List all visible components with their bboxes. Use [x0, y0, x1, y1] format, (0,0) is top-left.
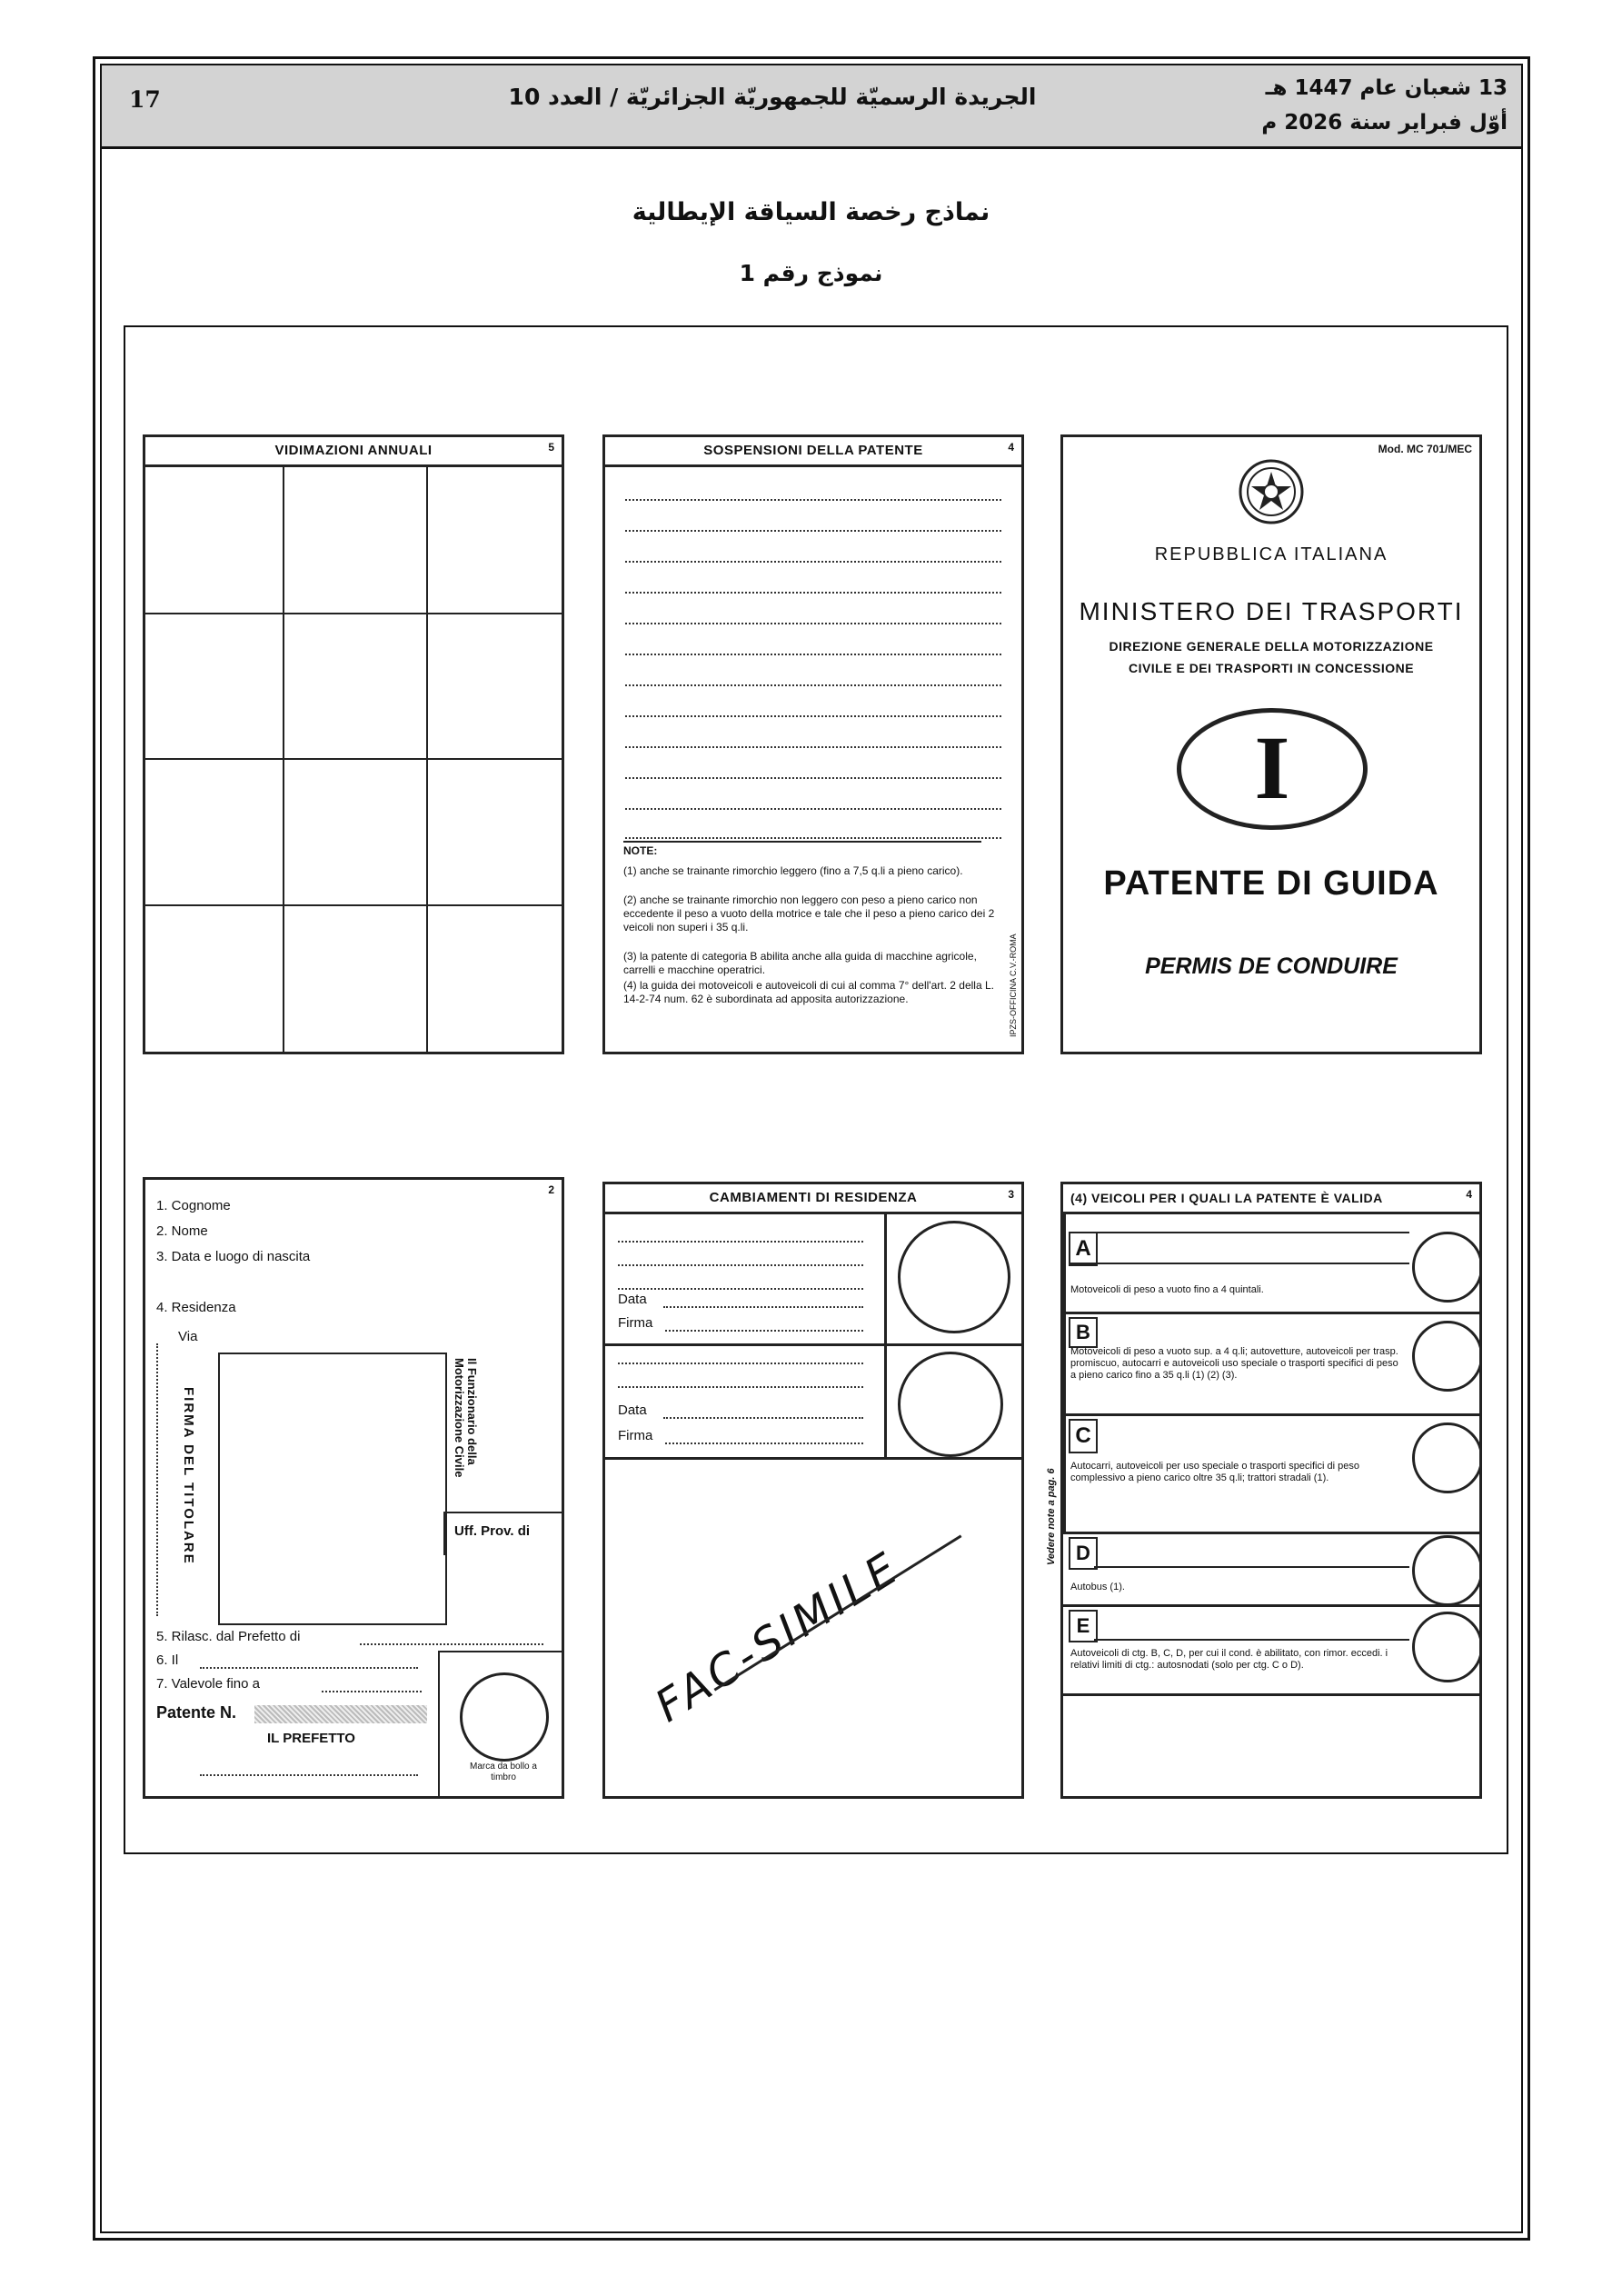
header-dates — [1261, 71, 1508, 140]
note-2: (2) anche se trainante rimorchio non leggero con peso a pieno carico non eccedente il peso a vuoto della motrice e tale che il peso a pieno carico dei 2 veicoli non superi i 35 q.li. — [623, 893, 995, 933]
category-a-circle — [1412, 1232, 1482, 1303]
residenza-1-firma: Firma — [618, 1315, 653, 1331]
license-title-it: PATENTE DI GUIDA — [1103, 864, 1439, 903]
card-vidimazioni-title: VIDIMAZIONI ANNUALI — [145, 437, 562, 467]
note-label: NOTE: — [623, 844, 658, 857]
note-3: (3) la patente di categoria B abilita anche alla guida di macchine agricole, carrelli e macchine operatrici. — [623, 950, 977, 976]
republic-label: REPUBBLICA ITALIANA — [1154, 544, 1388, 564]
field-il: 6. Il — [156, 1652, 179, 1668]
office-label: Uff. Prov. di — [454, 1523, 531, 1539]
field-nascita: 3. Data e luogo di nascita — [156, 1249, 311, 1264]
emblem-icon — [1235, 455, 1308, 528]
official-label: Il Funzionario della Motorizzazione Civile — [453, 1358, 479, 1478]
category-c-circle — [1412, 1423, 1482, 1493]
stamp-label: Marca da bollo a timbro — [470, 1762, 537, 1782]
category-c-letter: C — [1069, 1419, 1098, 1453]
category-b-desc: Motoveicoli di peso a vuoto sup. a 4 q.li; autovetture, autoveicoli per trasp. promiscuo, autocarri e autoveicoli uso speciale o trasporti specifici di peso a pieno carico fino a 35 q.li (1) (2) (3). — [1070, 1346, 1398, 1381]
direction-line-2: CIVILE E DEI TRASPORTI IN CONCESSIONE — [1128, 661, 1415, 675]
card-residenza-page: 3 — [1008, 1188, 1014, 1201]
card-sospensioni — [602, 434, 1024, 1054]
residenza-1-stamp-circle — [898, 1221, 1010, 1333]
card-veicoli-title: (4) VEICOLI PER I QUALI LA PATENTE È VALIDA — [1063, 1184, 1479, 1214]
card-personal — [143, 1177, 564, 1799]
field-nome: 2. Nome — [156, 1223, 208, 1239]
residenza-2-stamp-circle — [898, 1352, 1003, 1457]
document-title: نماذج رخصة السياقة الإيطالية — [632, 198, 990, 226]
card-residenza-title: CAMBIAMENTI DI RESIDENZA — [605, 1184, 1021, 1214]
category-d-letter: D — [1069, 1537, 1098, 1570]
category-d-desc: Autobus (1). — [1070, 1582, 1125, 1592]
gazette-title: الجريدة الرسميّة للجمهوريّة الجزائريّة / العدد 10 — [508, 84, 1037, 110]
category-d-circle — [1412, 1535, 1482, 1606]
stamp-circle — [460, 1672, 549, 1762]
veicoli-side-note: Vedere note a pag. 6 — [1046, 1468, 1057, 1565]
photo-box — [218, 1353, 447, 1625]
date-hijri: 13 شعبان عام 1447 هـ — [1265, 76, 1508, 100]
category-e-desc: Autoveicoli di ctg. B, C, D, per cui il cond. è abilitato, con rimor. eccedi. i relativi limiti di ctg.: autosnodati (solo per ctg. C o D). — [1070, 1648, 1388, 1671]
date-gregorian: أوّل فبراير سنة 2026 م — [1261, 111, 1508, 135]
field-patente: Patente N. — [156, 1703, 237, 1722]
card-veicoli — [1060, 1182, 1482, 1799]
residenza-2-data: Data — [618, 1403, 647, 1418]
category-c-desc: Autocarri, autoveicoli per uso speciale o trasporti specifici di peso complessivo a pieno carico oltre 35 q.li; trattori stradali (1). — [1070, 1461, 1359, 1483]
license-title-fr: PERMIS DE CONDUIRE — [1145, 953, 1398, 979]
card-residenza — [602, 1182, 1024, 1799]
card-personal-page: 2 — [548, 1183, 554, 1196]
field-via: Via — [178, 1329, 198, 1344]
category-b-circle — [1412, 1321, 1482, 1392]
patente-number-redacted — [254, 1705, 427, 1723]
category-b-letter: B — [1069, 1317, 1098, 1348]
page-number: 17 — [129, 86, 161, 113]
prefetto-label: IL PREFETTO — [267, 1731, 355, 1746]
model-code: Mod. MC 701/MEC — [1378, 443, 1472, 455]
country-code: I — [1254, 717, 1290, 818]
facsimile-underline — [714, 1534, 962, 1691]
field-valevole: 7. Valevole fino a — [156, 1676, 260, 1692]
card-sospensioni-page: 4 — [1008, 441, 1014, 454]
printer-imprint: IPZS-OFFICINA C.V.-ROMA — [1009, 933, 1018, 1037]
signature-holder-label: FIRMA DEL TITOLARE — [181, 1387, 196, 1565]
note-4: (4) la guida dei motoveicoli e autoveicoli di cui al comma 7° dell'art. 2 della L. 14-2-74 num. 62 è subordinata ad apposita autorizzazione. — [623, 979, 994, 1005]
category-e-letter: E — [1069, 1610, 1098, 1642]
card-cover — [1060, 434, 1482, 1054]
residenza-1-data: Data — [618, 1292, 647, 1307]
country-oval — [1177, 708, 1368, 830]
card-veicoli-page: 4 — [1466, 1188, 1472, 1201]
card-vidimazioni — [143, 434, 564, 1054]
field-cognome: 1. Cognome — [156, 1198, 231, 1213]
card-sospensioni-title: SOSPENSIONI DELLA PATENTE — [605, 437, 1021, 467]
note-1: (1) anche se trainante rimorchio leggero (fino a 7,5 q.li a pieno carico). — [623, 864, 963, 877]
ministry-label: MINISTERO DEI TRASPORTI — [1079, 597, 1464, 625]
facsimile-stamp: FAC-SIMILE — [646, 1542, 910, 1732]
residenza-2-firma: Firma — [618, 1428, 653, 1443]
field-residenza: 4. Residenza — [156, 1300, 236, 1315]
card-vidimazioni-page: 5 — [548, 441, 554, 454]
document-subtitle: نموذج رقم 1 — [739, 260, 883, 286]
category-e-circle — [1412, 1612, 1482, 1682]
category-a-desc: Motoveicoli di peso a vuoto fino a 4 quintali. — [1070, 1284, 1264, 1295]
vidimazioni-grid — [145, 467, 562, 1052]
field-prefetto: 5. Rilasc. dal Prefetto di — [156, 1629, 301, 1644]
category-a-letter: A — [1069, 1232, 1098, 1266]
direction-line-1: DIREZIONE GENERALE DELLA MOTORIZZAZIONE — [1109, 639, 1434, 654]
